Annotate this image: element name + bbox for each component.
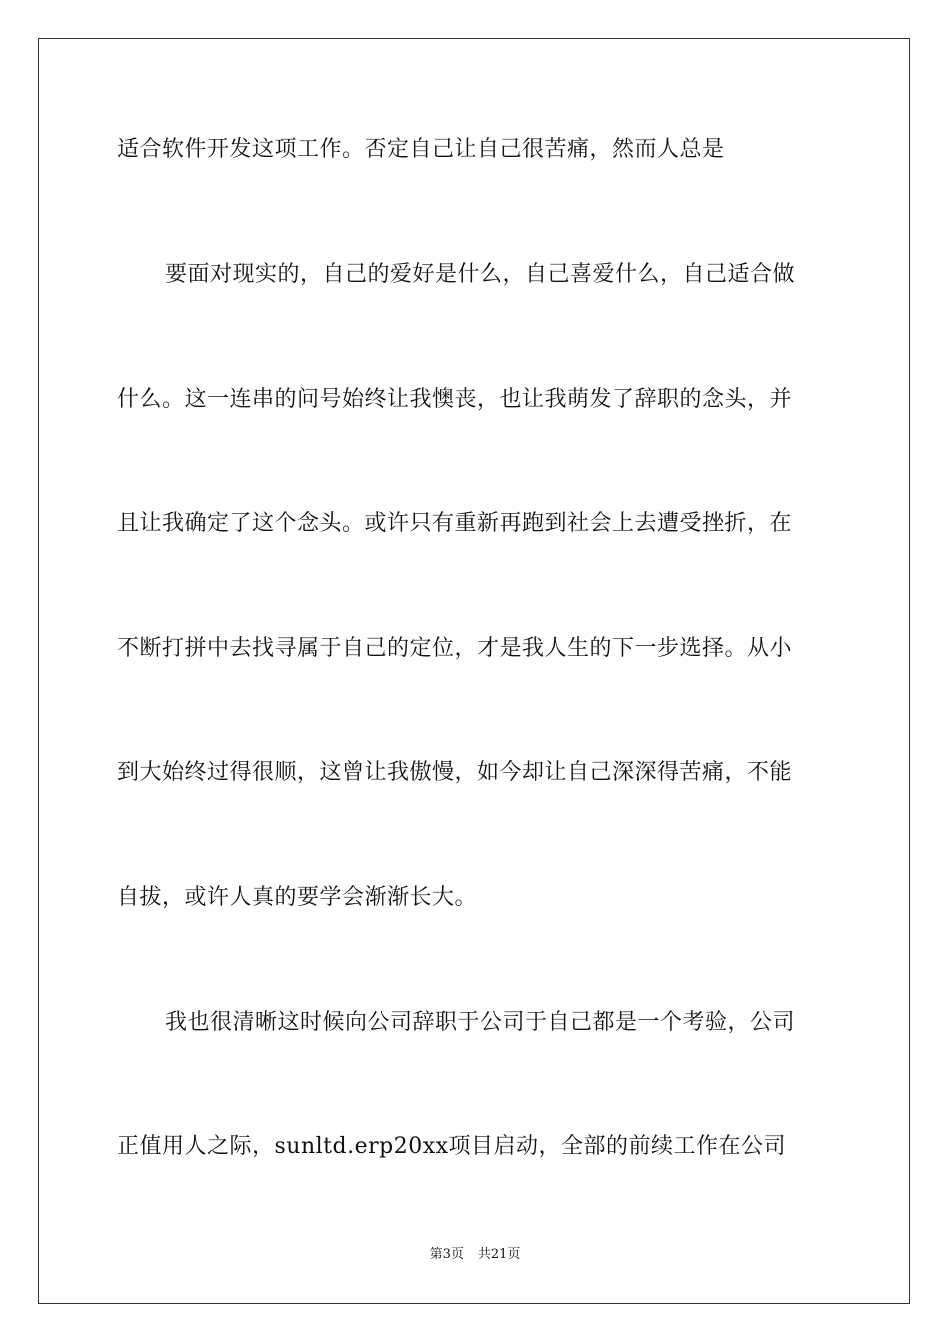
text-line-2-paragraph-start: 要面对现实的，自己的爱好是什么，自己喜爱什么，自己适合做: [165, 262, 796, 287]
text-line-7: 自拔，或许人真的要学会渐渐长大。: [117, 885, 478, 910]
text-line-3: 什么。这一连串的问号始终让我懊丧，也让我萌发了辞职的念头，并: [117, 387, 793, 412]
text-line-5: 不断打拼中去找寻属于自己的定位，才是我人生的下一步选择。从小: [117, 636, 793, 661]
text-line-4: 且让我确定了这个念头。或许只有重新再跑到社会上去遭受挫折，在: [117, 511, 793, 536]
page-border: [38, 38, 910, 1304]
text-line-9: 正值用人之际，sunltd.erp20xx项目启动，全部的前续工作在公司: [117, 1134, 787, 1159]
text-line-6: 到大始终过得很顺，这曾让我傲慢，如今却让自己深深得苦痛，不能: [117, 760, 793, 785]
text-line-8-paragraph-start: 我也很清晰这时候向公司辞职于公司于自己都是一个考验，公司: [165, 1010, 796, 1035]
text-line-1: 适合软件开发这项工作。否定自己让自己很苦痛，然而人总是: [117, 137, 725, 162]
page-footer: [0, 1246, 950, 1264]
page-number: 第3页: [429, 1247, 464, 1262]
page-total: 共21页: [477, 1247, 521, 1262]
